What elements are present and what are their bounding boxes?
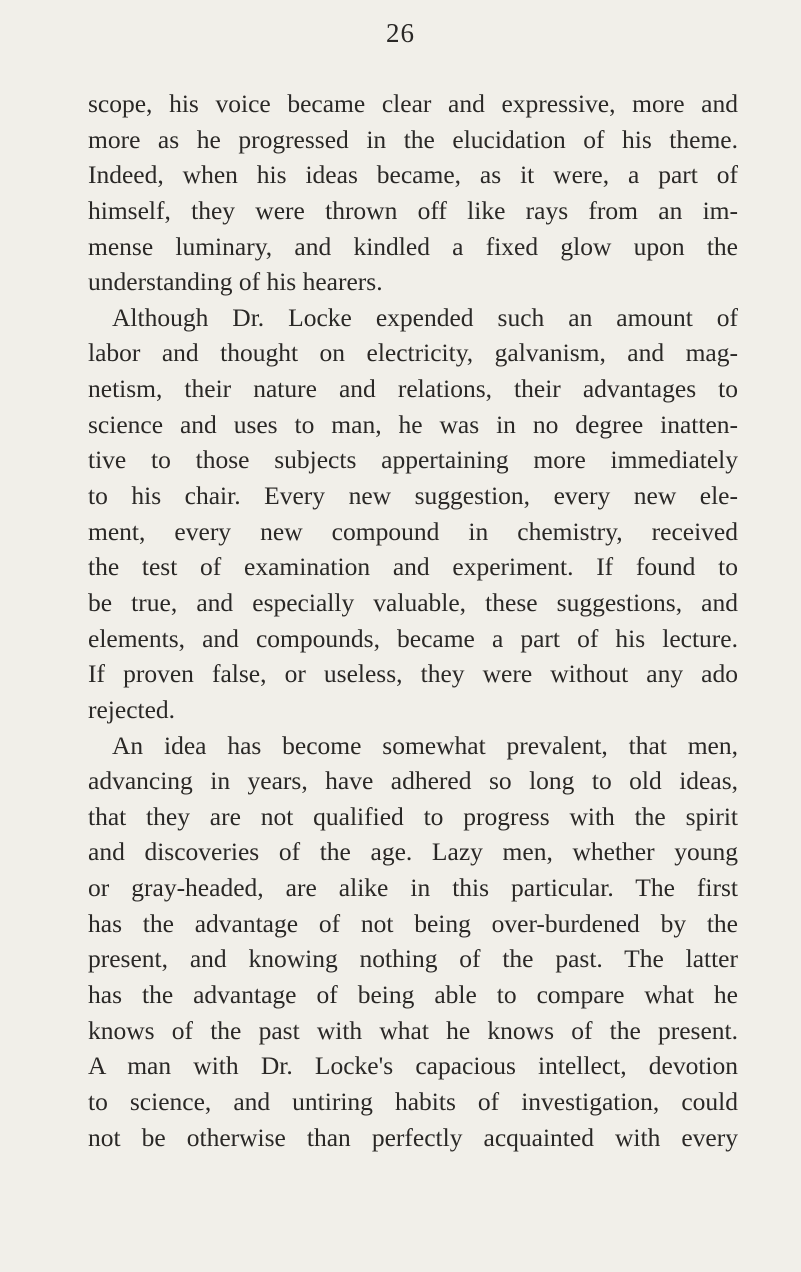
- text-line: present, and knowing nothing of the past. The latter: [88, 944, 738, 974]
- text-line: and discoveries of the age. Lazy men, whether young: [88, 837, 738, 867]
- text-line: more as he progressed in the elucidation of his theme.: [88, 124, 738, 154]
- text-line: has the advantage of not being over-burdened by the: [88, 908, 738, 938]
- text-line: not be otherwise than perfectly acquainted with every: [88, 1122, 738, 1152]
- text-line: A man with Dr. Locke's capacious intellect, devotion: [88, 1051, 738, 1081]
- text-line: elements, and compounds, became a part of his lecture.: [88, 623, 738, 653]
- text-line: to science, and untiring habits of investigation, could: [88, 1086, 738, 1116]
- text-line: the test of examination and experiment. If found to: [88, 552, 738, 582]
- text-line: to his chair. Every new suggestion, every new ele-: [88, 481, 738, 511]
- text-line: scope, his voice became clear and expressive, more and: [88, 89, 738, 118]
- text-line: understanding of his hearers.: [88, 267, 383, 297]
- text-line: rejected.: [88, 694, 176, 724]
- text-line: science and uses to man, he was in no degree inatten-: [88, 409, 738, 439]
- text-line: mense luminary, and kindled a fixed glow upon the: [88, 231, 738, 261]
- text-line: ment, every new compound in chemistry, received: [88, 516, 738, 546]
- text-line: If proven false, or useless, they were without any ado: [88, 659, 738, 689]
- text-line: Indeed, when his ideas became, as it were, a part of: [88, 160, 738, 190]
- text-line: or gray-headed, are alike in this particular. The first: [88, 873, 738, 903]
- body-text: [88, 86, 738, 1155]
- text-line: Although Dr. Locke expended such an amount of: [112, 302, 738, 332]
- text-line: be true, and especially valuable, these suggestions, and: [88, 587, 738, 617]
- page-number: 26: [386, 18, 415, 48]
- text-line: knows of the past with what he knows of the present.: [88, 1015, 738, 1045]
- text-line: netism, their nature and relations, their advantages to: [88, 374, 738, 404]
- text-line: has the advantage of being able to compare what he: [88, 980, 738, 1010]
- text-line: that they are not qualified to progress with the spirit: [88, 801, 738, 831]
- text-line: tive to those subjects appertaining more immediately: [88, 445, 738, 475]
- text-line: An idea has become somewhat prevalent, that men,: [112, 730, 738, 760]
- text-line: labor and thought on electricity, galvanism, and mag-: [88, 338, 738, 368]
- text-line: himself, they were thrown off like rays from an im-: [88, 195, 738, 225]
- text-line: advancing in years, have adhered so long to old ideas,: [88, 766, 738, 796]
